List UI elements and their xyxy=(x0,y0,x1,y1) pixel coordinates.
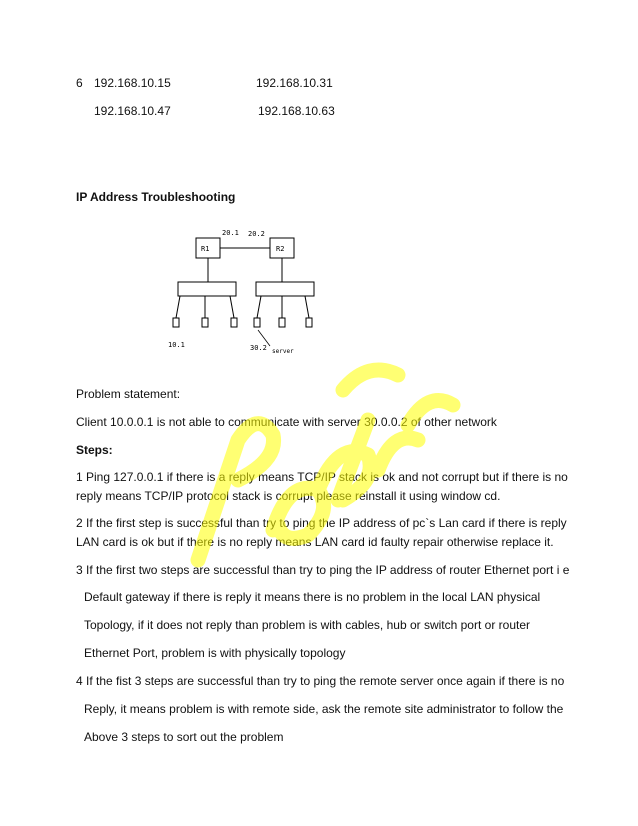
step-2-line: 2 If the first step is successful than try to ping the IP address of pc`s Lan card if there is reply xyxy=(76,516,567,530)
ip-address: 192.168.10.47 xyxy=(94,104,171,118)
steps-heading: Steps: xyxy=(76,443,113,457)
watermark-graphic xyxy=(168,330,468,570)
ip-list-number: 6 xyxy=(76,76,83,90)
host-icon xyxy=(202,318,208,327)
host-icon xyxy=(254,318,260,327)
network-diagram xyxy=(150,220,340,365)
router-r2-label: R2 xyxy=(276,245,285,253)
host-icon xyxy=(173,318,179,327)
step-3-line: 3 If the first two steps are successful than try to ping the IP address of router Ethernet port i e xyxy=(76,563,570,577)
lan-left-ip: 10.1 xyxy=(168,341,185,349)
host-icon xyxy=(306,318,312,327)
link-right-ip: 20.2 xyxy=(248,230,265,238)
lan-right-ip: 30.2 xyxy=(250,344,267,352)
ip-address: 192.168.10.15 xyxy=(94,76,171,90)
switch-left xyxy=(178,282,236,296)
step-1-line: 1 Ping 127.0.0.1 if there is a reply means TCP/IP stack is ok and not corrupt but if there is no xyxy=(76,470,568,484)
ip-address: 192.168.10.31 xyxy=(256,76,333,90)
step-3-line: Ethernet Port, problem is with physically topology xyxy=(84,646,346,660)
host-icon xyxy=(279,318,285,327)
server-label: server xyxy=(272,348,294,355)
step-3-line: Default gateway if there is reply it means there is no problem in the local LAN physical xyxy=(84,590,541,604)
problem-text: Client 10.0.0.1 is not able to communicate with server 30.0.0.2 of other network xyxy=(76,415,497,429)
step-2-line: LAN card is ok but if there is no reply means LAN card id faulty repair otherwise replace it. xyxy=(76,535,554,549)
ip-address: 192.168.10.63 xyxy=(258,104,335,118)
host-icon xyxy=(231,318,237,327)
router-r1-label: R1 xyxy=(201,245,210,253)
step-4-line: 4 If the fist 3 steps are successful than try to ping the remote server once again if there is no xyxy=(76,674,565,688)
step-4-line: Above 3 steps to sort out the problem xyxy=(84,730,284,744)
link-left-ip: 20.1 xyxy=(222,229,239,237)
step-1-line: reply means TCP/IP protocol stack is corrupt please reinstall it using window cd. xyxy=(76,489,501,503)
switch-right xyxy=(256,282,314,296)
step-3-line: Topology, if it does not reply than problem is with cables, hub or switch port or router xyxy=(84,618,530,632)
step-4-line: Reply, it means problem is with remote side, ask the remote site administrator to follow the xyxy=(84,702,564,716)
section-heading: IP Address Troubleshooting xyxy=(76,190,236,204)
problem-label: Problem statement: xyxy=(76,387,181,401)
